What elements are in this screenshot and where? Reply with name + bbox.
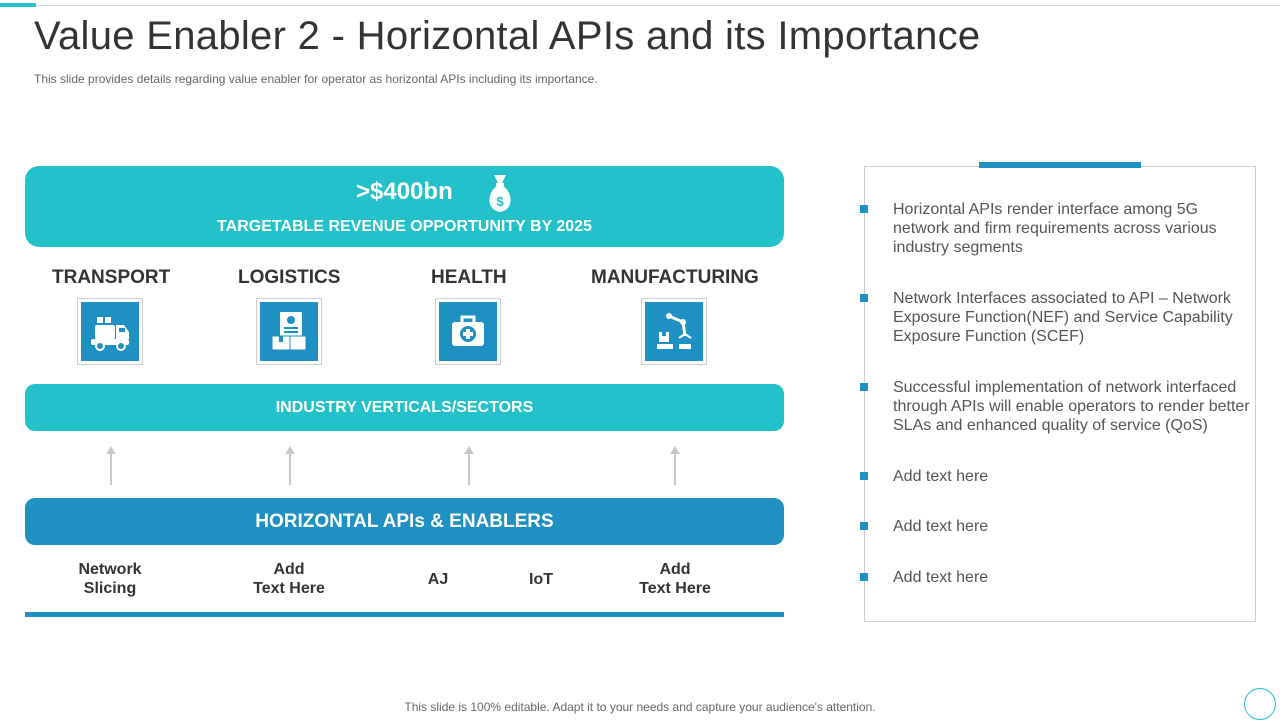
arrow-up-icon: [462, 445, 476, 487]
footer-note: This slide is 100% editable. Adapt it to your needs and capture your audience's attention.: [404, 700, 876, 714]
sector-label-manufacturing: MANUFACTURING: [591, 267, 759, 288]
enabler-line: AJ: [427, 571, 449, 588]
medical-kit-icon: [439, 302, 497, 361]
industry-verticals-bar: INDUSTRY VERTICALS/SECTORS: [25, 384, 784, 431]
point-text: Add text here: [893, 518, 989, 535]
arrow-up-icon: [668, 445, 682, 487]
enabler-add-text-1: [239, 560, 339, 598]
bullet-marker: [860, 383, 868, 391]
enabler-line: IoT: [529, 571, 553, 588]
svg-text:$: $: [496, 194, 504, 209]
enabler-line: Text Here: [253, 580, 325, 597]
truck-icon: [81, 302, 139, 361]
arrow-up-icon: [104, 445, 118, 487]
corner-circle-decoration: [1244, 688, 1276, 720]
package-document-icon: [260, 302, 318, 361]
enabler-line: Network: [78, 561, 142, 578]
sector-card-transport: [77, 298, 143, 365]
point-text: Horizontal APIs render interface among 5G network and firm requirements across various industry segments: [893, 201, 1217, 256]
sector-card-health: [435, 298, 501, 365]
sector-card-logistics: [256, 298, 322, 365]
sector-label-health: HEALTH: [431, 267, 507, 288]
bullet-marker: [860, 573, 868, 581]
point-text: Add text here: [893, 569, 989, 586]
enabler-aj: [408, 570, 468, 589]
point-text: Successful implementation of network interfaced through APIs will enable operators to render better SLAs and enhanced quality of service (QoS): [893, 379, 1250, 434]
sector-card-manufacturing: [641, 298, 707, 365]
horizontal-apis-bar: HORIZONTAL APIs & ENABLERS: [25, 498, 784, 545]
enabler-line: Slicing: [83, 580, 137, 597]
robotic-arm-icon: [645, 302, 703, 361]
point-text: Add text here: [893, 468, 989, 485]
bullet-marker: [860, 205, 868, 213]
revenue-caption: TARGETABLE REVENUE OPPORTUNITY BY 2025: [217, 218, 592, 235]
bottom-accent-bar: [25, 612, 784, 617]
enabler-line: Add: [659, 561, 691, 578]
enabler-add-text-2: [625, 560, 725, 598]
enabler-network-slicing: [60, 560, 160, 598]
enabler-line: Add: [273, 561, 305, 578]
sector-label-logistics: LOGISTICS: [238, 267, 341, 288]
enabler-line: Text Here: [639, 580, 711, 597]
money-bag-icon: [485, 172, 515, 219]
sector-label-transport: TRANSPORT: [52, 267, 171, 288]
point-text: Network Interfaces associated to API – Network Exposure Function(NEF) and Service Capability Exposure Function (SCEF): [893, 290, 1233, 345]
revenue-box: [25, 166, 784, 247]
revenue-amount: >$400bn: [356, 178, 453, 205]
arrow-up-icon: [283, 445, 297, 487]
bullet-marker: [860, 472, 868, 480]
top-divider-line: [0, 5, 1280, 6]
slide-title: Value Enabler 2 - Horizontal APIs and its Importance: [34, 14, 981, 58]
bullet-marker: [860, 294, 868, 302]
top-accent-bar: [0, 3, 36, 7]
slide-subtitle: This slide provides details regarding value enabler for operator as horizontal APIs including its importance.: [34, 72, 598, 86]
bullet-marker: [860, 522, 868, 530]
panel-accent-bar: [979, 162, 1141, 168]
enabler-iot: [511, 570, 571, 589]
